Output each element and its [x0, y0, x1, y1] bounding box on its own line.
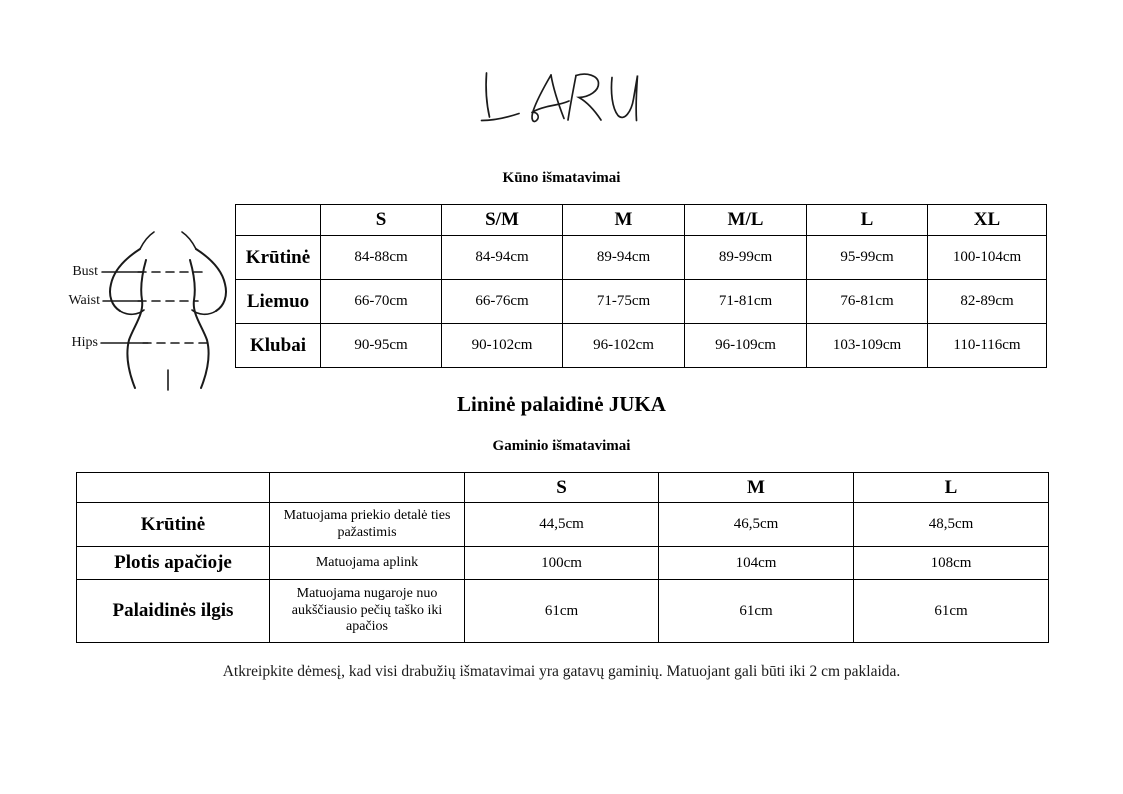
product-cell: 108cm — [854, 547, 1049, 580]
product-cell: 61cm — [465, 580, 659, 643]
product-table-description-header — [270, 473, 465, 503]
body-cell: 95-99cm — [807, 236, 928, 280]
body-cell: 90-102cm — [442, 324, 563, 368]
product-row-label: Krūtinė — [77, 503, 270, 547]
product-measurements-table — [76, 472, 1049, 643]
table-row — [236, 280, 1047, 324]
product-row-label: Palaidinės ilgis — [77, 580, 270, 643]
product-cell: 100cm — [465, 547, 659, 580]
body-cell: 84-94cm — [442, 236, 563, 280]
product-cell: 46,5cm — [659, 503, 854, 547]
body-cell: 89-99cm — [685, 236, 807, 280]
body-cell: 96-109cm — [685, 324, 807, 368]
laru-logo-drawing — [465, 55, 675, 145]
body-cell: 110-116cm — [928, 324, 1047, 368]
body-measurements-table — [235, 204, 1047, 368]
laru-logo — [465, 55, 675, 145]
table-row — [77, 547, 1049, 580]
product-size-header: S — [465, 473, 659, 503]
body-cell: 82-89cm — [928, 280, 1047, 324]
product-title: Lininė palaidinė JUKA — [457, 392, 666, 416]
body-cell: 71-81cm — [685, 280, 807, 324]
body-cell: 96-102cm — [563, 324, 685, 368]
product-cell: 61cm — [659, 580, 854, 643]
tolerance-note: Atkreipkite dėmesį, kad visi drabužių išmatavimai yra gatavų gaminių. Matuojant gali būti iki 2 cm paklaida. — [222, 663, 901, 680]
product-cell: 44,5cm — [465, 503, 659, 547]
body-table-corner-cell — [236, 205, 321, 236]
body-cell: 90-95cm — [321, 324, 442, 368]
table-row — [236, 324, 1047, 368]
table-row — [77, 503, 1049, 547]
body-row-label: Liemuo — [236, 280, 321, 324]
measurement-description: Matuojama nugaroje nuo aukščiausio pečių taško iki apačios — [270, 580, 465, 643]
body-cell: 103-109cm — [807, 324, 928, 368]
body-size-header: M/L — [685, 205, 807, 236]
table-row — [236, 236, 1047, 280]
body-size-header: S — [321, 205, 442, 236]
bust-label: Bust — [72, 264, 98, 279]
measurement-description: Matuojama aplink — [270, 547, 465, 580]
body-cell: 84-88cm — [321, 236, 442, 280]
body-cell: 89-94cm — [563, 236, 685, 280]
body-size-header: XL — [928, 205, 1047, 236]
body-row-label: Klubai — [236, 324, 321, 368]
product-row-label: Plotis apačioje — [77, 547, 270, 580]
table-row — [77, 580, 1049, 643]
product-size-header: L — [854, 473, 1049, 503]
product-table-corner-cell — [77, 473, 270, 503]
body-size-header: S/M — [442, 205, 563, 236]
body-row-label: Krūtinė — [236, 236, 321, 280]
body-measurements-heading: Kūno išmatavimai — [502, 170, 621, 186]
body-cell: 66-76cm — [442, 280, 563, 324]
waist-label: Waist — [68, 293, 100, 308]
body-cell: 76-81cm — [807, 280, 928, 324]
body-cell: 100-104cm — [928, 236, 1047, 280]
measurement-description: Matuojama priekio detalė ties pažastimis — [270, 503, 465, 547]
body-cell: 66-70cm — [321, 280, 442, 324]
product-cell: 104cm — [659, 547, 854, 580]
body-size-header: L — [807, 205, 928, 236]
body-figure — [50, 218, 255, 395]
product-measurements-heading: Gaminio išmatavimai — [492, 438, 631, 454]
body-cell: 71-75cm — [563, 280, 685, 324]
product-cell: 61cm — [854, 580, 1049, 643]
body-size-header: M — [563, 205, 685, 236]
product-cell: 48,5cm — [854, 503, 1049, 547]
hips-label: Hips — [71, 335, 98, 350]
product-size-header: M — [659, 473, 854, 503]
